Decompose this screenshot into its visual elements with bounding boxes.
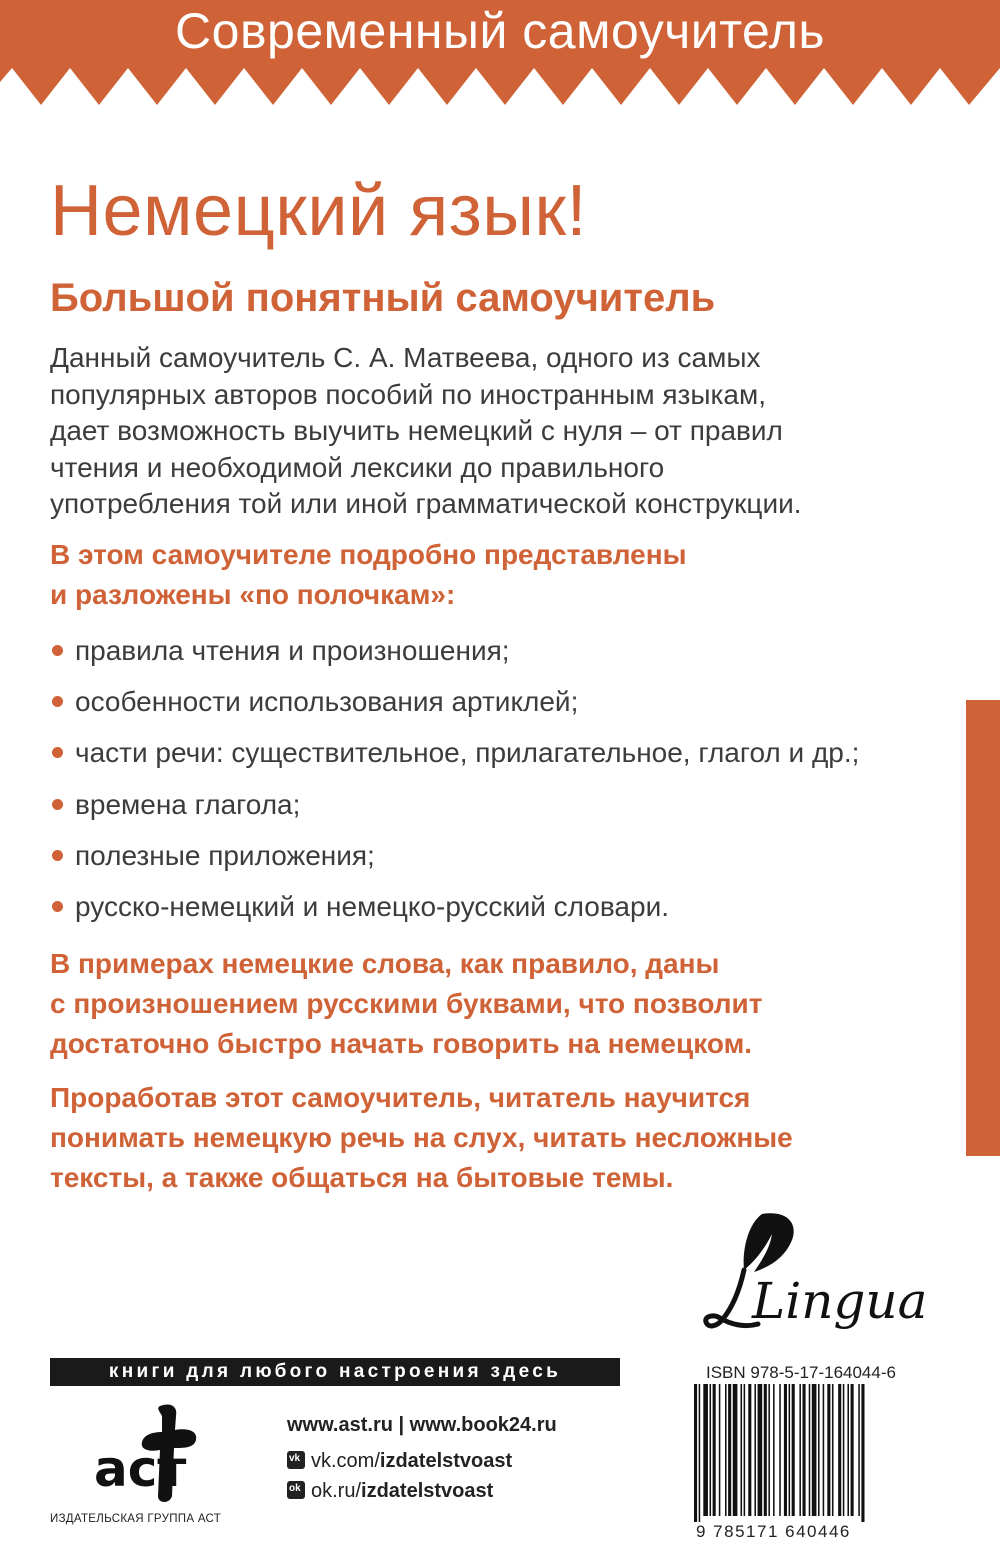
lingua-wordmark: Lingua [752,1272,928,1330]
publisher-name: ИЗДАТЕЛЬСКАЯ ГРУППА АСТ [50,1513,222,1525]
barcode-bar [847,1384,849,1516]
barcode-bar [741,1384,743,1516]
barcode-bar [792,1384,795,1516]
ok-handle: izdatelstvoast [361,1480,494,1502]
description-line: употребления той или иной грамматической конструкции. [50,488,802,519]
barcode-bar [789,1384,791,1516]
ok-link[interactable] [287,1476,667,1506]
barcode-bar [843,1384,845,1516]
highlight-line: достаточно быстро начать говорить на немецком. [50,1028,753,1059]
barcode-bar [803,1384,806,1516]
barcode-bar [694,1384,697,1522]
highlight-line: В этом самоучителе подробно представлены [50,539,687,570]
highlight-line: и разложены «по полочкам»: [50,579,456,610]
tagline-bar: книги для любого настроения здесь [50,1358,620,1386]
highlight-line: с произношением русскими буквами, что позволит [50,988,763,1019]
outcome-note [50,1078,960,1198]
topics-list [50,628,960,935]
book-title: Немецкий язык! [50,171,588,251]
ok-prefix: ok.ru/ [311,1480,362,1502]
ast-wordmark: аст [94,1440,187,1498]
barcode-bar [773,1384,775,1516]
barcode-bar [758,1384,763,1516]
barcode [680,1384,920,1526]
barcode-bar [838,1384,841,1516]
barcode-bar [733,1384,738,1516]
barcode-bar [710,1384,712,1516]
list-item [50,884,960,935]
barcode-bar [809,1384,811,1516]
barcode-bar [764,1384,767,1516]
barcode-bar [851,1384,854,1516]
description-line: Данный самоучитель С. А. Матвеева, одного из самых [50,342,761,373]
barcode-bar [779,1384,781,1516]
vk-handle: izdatelstvoast [379,1450,513,1472]
quill-icon [744,1213,794,1272]
list-item-text: полезные приложения; [75,839,375,871]
topics-intro [50,535,960,615]
publisher-links [287,1410,667,1506]
list-item-text: русско-немецкий и немецко-русский словари. [75,890,669,922]
barcode-bar [832,1384,834,1516]
vk-link[interactable] [287,1446,667,1476]
barcode-bar [812,1384,817,1516]
website-links[interactable]: www.ast.ru | www.book24.ru [287,1414,557,1436]
barcode-bar [823,1384,825,1516]
barcode-bar [725,1384,727,1516]
barcode-bar [784,1384,787,1516]
pronunciation-note [50,944,960,1064]
barcode-bar [719,1384,721,1516]
highlight-line: тексты, а также общаться на бытовые темы. [50,1162,674,1193]
series-title: Современный самоучитель [175,3,825,59]
highlight-line: Проработав этот самоучитель, читатель научится [50,1082,751,1113]
barcode-bar [818,1384,820,1516]
barcode-bar [754,1384,756,1516]
barcode-bar [861,1384,864,1522]
barcode-number: 9 785171 640446 [696,1522,851,1541]
barcode-bar [699,1384,701,1522]
barcode-bar [744,1384,746,1516]
list-item-text: части речи: существительное, прилагательное, глагол и др.; [75,737,860,769]
bullet-icon [52,696,63,707]
list-item [50,833,960,884]
bullet-icon [52,850,63,861]
barcode-bar [799,1384,801,1516]
vk-prefix: vk.com/ [311,1450,380,1472]
bullet-icon [52,799,63,810]
description-line: чтения и необходимой лексики до правильного [50,451,665,483]
highlight-line: В примерах немецкие слова, как правило, даны [50,948,720,979]
barcode-bar [768,1384,770,1516]
list-item-text: правила чтения и произношения; [75,635,510,666]
barcode-bar [827,1384,830,1516]
bullet-icon [52,645,63,656]
description-line: популярных авторов пособий по иностранным языкам, [50,378,766,410]
book-subtitle: Большой понятный самоучитель [50,276,716,320]
list-item-text: времена глагола; [75,788,301,820]
list-item [50,628,960,679]
barcode-bar [703,1384,708,1516]
ast-logo [90,1400,215,1510]
highlight-line: понимать немецкую речь на слух, читать несложные [50,1122,793,1153]
list-item [50,679,960,730]
description-line: дает возможность выучить немецкий с нуля – от правил [50,415,783,446]
lingua-logo [700,1210,930,1340]
description [50,340,960,523]
vk-icon [287,1451,305,1469]
bullet-icon [52,901,63,912]
barcode-bar [858,1384,860,1516]
list-item [50,730,960,781]
list-item [50,782,960,833]
barcode-bar [713,1384,716,1516]
barcode-bar [728,1384,731,1516]
list-item-text: особенности использования артиклей; [75,686,579,718]
barcode-bar [748,1384,751,1516]
ok-icon [287,1481,305,1499]
spine-accent-bar [966,700,1000,1156]
bullet-icon [52,747,63,758]
isbn-label: ISBN 978-5-17-164044-6 [706,1363,896,1382]
